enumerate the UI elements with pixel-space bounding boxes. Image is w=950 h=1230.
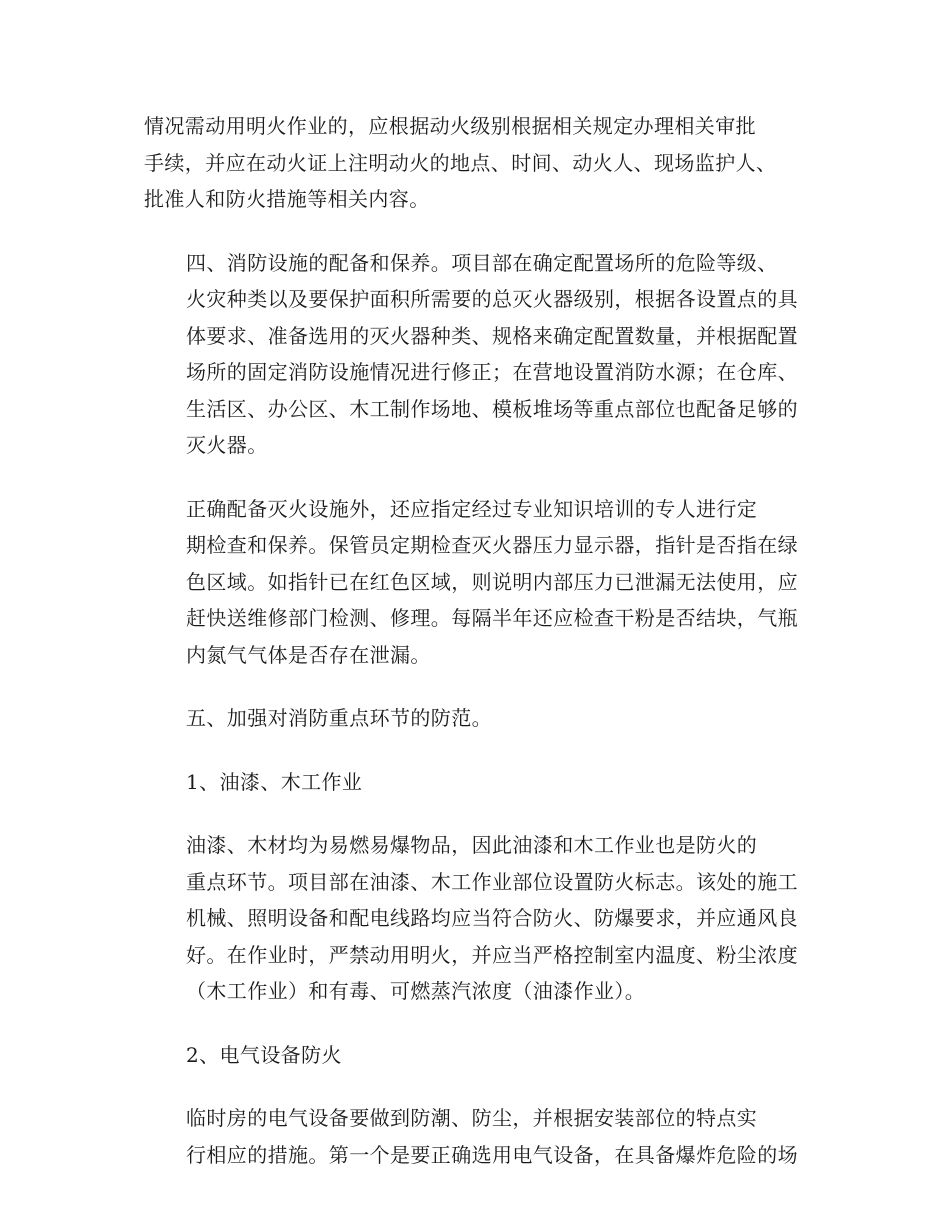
text-line: 2、电气设备防火: [186, 1042, 342, 1067]
paragraph-fire-permit: [144, 108, 812, 218]
text-line: 批准人和防火措施等相关内容。: [144, 187, 430, 211]
section-heading-five: [144, 700, 812, 737]
paragraph-maintenance: [144, 491, 812, 674]
text-line: 情况需动用明火作业的，应根据动火级别根据相关规定办理相关审批: [144, 114, 756, 138]
text-line: 行相应的措施。第一个是要正确选用电气设备，在具备爆炸危险的场: [186, 1142, 798, 1167]
text-line: 期检查和保养。保管员定期检查灭火器压力显示器，指针是否指在绿: [186, 533, 798, 557]
text-line: 临时房的电气设备要做到防潮、防尘，并根据安装部位的特点实: [186, 1106, 758, 1130]
paragraph-paint-woodwork: [144, 827, 812, 1010]
paragraph-electrical: [144, 1100, 812, 1173]
subheading-electrical: [144, 1037, 812, 1074]
text-line: 五、加强对消防重点环节的防范。: [186, 706, 492, 730]
paragraph-section-four: [144, 245, 812, 464]
text-line: 灭火器。: [186, 433, 268, 457]
subheading-paint-woodwork: [144, 764, 812, 801]
text-line: 火灾种类以及要保护面积所需要的总灭火器级别，根据各设置点的具: [186, 287, 798, 311]
text-line: 生活区、办公区、木工制作场地、模板堆场等重点部位也配备足够的: [186, 396, 798, 421]
text-line: 色区域。如指针已在红色区域，则说明内部压力已泄漏无法使用，应: [186, 569, 798, 594]
text-line: 场所的固定消防设施情况进行修正；在营地设置消防水源；在仓库、: [186, 360, 798, 384]
document-body: [144, 108, 812, 1200]
text-line: 好。在作业时，严禁动用明火，并应当严格控制室内温度、粉尘浓度: [186, 942, 798, 967]
text-line: 1、油漆、木工作业: [186, 769, 363, 794]
text-line: 四、消防设施的配备和保养。项目部在确定配置场所的危险等级、: [186, 250, 778, 275]
text-line: 赶快送维修部门检测、修理。每隔半年还应检查干粉是否结块，气瓶: [186, 606, 798, 630]
text-line: （木工作业）和有毒、可燃蒸汽浓度（油漆作业）。: [186, 979, 646, 1003]
text-line: 手续，并应在动火证上注明动火的地点、时间、动火人、现场监护人、: [144, 150, 777, 175]
text-line: 油漆、木材均为易燃易爆物品，因此油漆和木工作业也是防火的: [186, 833, 758, 857]
text-line: 内氮气气体是否存在泄漏。: [186, 642, 431, 667]
text-line: 机械、照明设备和配电线路均应当符合防火、防爆要求，并应通风良: [186, 906, 798, 930]
text-line: 重点环节。项目部在油漆、木工作业部位设置防火标志。该处的施工: [186, 869, 798, 894]
text-line: 体要求、准备选用的灭火器种类、规格来确定配置数量，并根据配置: [186, 323, 798, 348]
text-line: 正确配备灭火设施外，还应指定经过专业知识培训的专人进行定: [186, 496, 758, 521]
